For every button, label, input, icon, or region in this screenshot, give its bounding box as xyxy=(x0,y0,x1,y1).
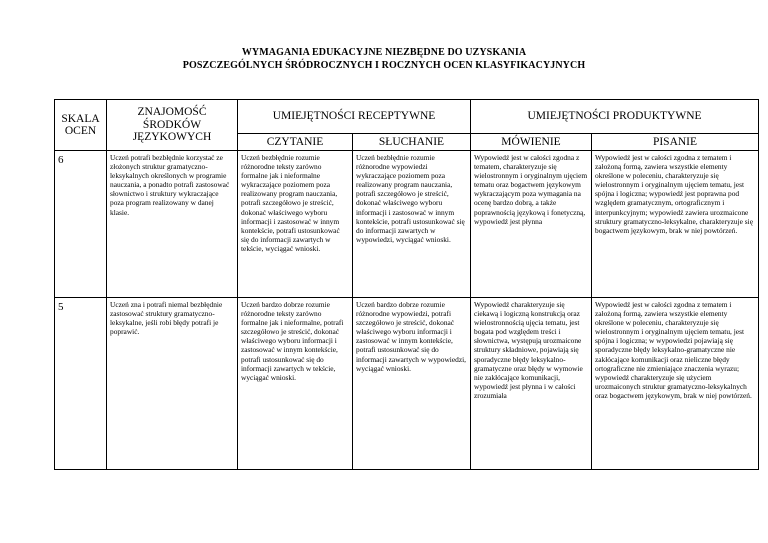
grade-cell: 6 xyxy=(55,151,107,298)
requirements-table xyxy=(54,99,759,470)
mowienie-cell: Wypowiedź jest w całości zgodna z tematem, charakteryzuje się wielostronnym i oryginalnym ujęciem tematu oraz bogactwem językowym wykraczającym poza wymagania na ocenę bardzo dobrą, a także poprawnością językową i fonetyczną, wypowiedź jest płynna xyxy=(471,151,592,298)
sluchanie-cell: Uczeń bardzo dobrze rozumie różnorodne wypowiedzi, potrafi szczegółowo je streścić, dokonać właściwego wyboru informacji i zastosować w innym kontekście, potrafi ustosunkować się do informacji zawartych w wypowiedzi, wyciągać wnioski. xyxy=(353,298,471,470)
header-skala-ocen: SKALA OCEN xyxy=(55,100,107,151)
table-row xyxy=(55,298,759,470)
header-produktywne: UMIEJĘTNOŚCI PRODUKTYWNE xyxy=(471,100,759,134)
title-line-1: WYMAGANIA EDUKACYJNE NIEZBĘDNE DO UZYSKANIA xyxy=(241,47,527,58)
pisanie-cell: Wypowiedź jest w całości zgodna z tematem i założoną formą, zawiera wszystkie elementy określone w poleceniu, charakteryzuje się wielostronnym i oryginalnym ujęciem tematu, jest spójna i logiczna; w wypowiedzi pojawiają się sporadyczne błędy leksykalno-gramatyczne nie zakłócające komunikacji oraz nieliczne błędy ortograficzne nie zmieniające znaczenia wyrazu; wypowiedź charakteryzuje się użyciem urozmaiconych struktur gramatyczno-leksykalnych oraz bogactwem językowym, brak w niej powtórzeń. xyxy=(592,298,759,470)
czytanie-cell: Uczeń bardzo dobrze rozumie różnorodne teksty zarówno formalne jak i nieformalne, potrafi szczegółowo je streścić, dokonać właściwego wyboru informacji i zastosować w innym kontekście, potrafi ustosunkować się do informacji zawartych w tekście, wyciągać wnioski. xyxy=(238,298,353,470)
header-znajomosc: ZNAJOMOŚĆ ŚRODKÓW JĘZYKOWYCH xyxy=(107,100,238,151)
mowienie-cell: Wypowiedź charakteryzuje się ciekawą i logiczną konstrukcją oraz wielostronnością ujęcia tematu, jest bogata pod względem treści i słownictwa, występują urozmaicone struktury składniowe, pojawiają się sporadyczne błędy leksykalno-gramatyczne oraz błędy w wymowie nie zakłócające komunikacji, wypowiedź jest płynna i w całości zrozumiała xyxy=(471,298,592,470)
table-row xyxy=(55,151,759,298)
header-sluchanie: SŁUCHANIE xyxy=(353,134,471,151)
grade-cell: 5 xyxy=(55,298,107,470)
pisanie-cell: Wypowiedź jest w całości zgodna z tematem i założoną formą, zawiera wszystkie elementy określone w poleceniu, charakteryzuje się wielostronnym i oryginalnym ujęciem tematu, jest spójna i logiczna; wypowiedź jest poprawna pod względem gramatycznym, ortograficznym i interpunkcyjnym; wypowiedź zawiera urozmaicone struktury gramatyczno-leksykalne, charakteryzuje się bogactwem językowym, brak w niej powtórzeń. xyxy=(592,151,759,298)
header-czytanie: CZYTANIE xyxy=(238,134,353,151)
header-pisanie: PISANIE xyxy=(592,134,759,151)
znajomosc-cell: Uczeń zna i potrafi niemal bezbłędnie zastosować struktury gramatyczno-leksykalne, jeśli robi błędy potrafi je poprawić. xyxy=(107,298,238,470)
header-receptywne: UMIEJĘTNOŚCI RECEPTYWNE xyxy=(238,100,471,134)
title-line-2: POSZCZEGÓLNYCH ŚRÓDROCZNYCH I ROCZNYCH OCEN KLASYFIKACYJNYCH xyxy=(182,59,586,71)
header-mowienie: MÓWIENIE xyxy=(471,134,592,151)
czytanie-cell: Uczeń bezbłędnie rozumie różnorodne teksty zarówno formalne jak i nieformalne wykraczające poziomem poza realizowany program nauczania, potrafi szczegółowo je streścić, dokonać właściwego wyboru informacji i zastosować w innym kontekście, potrafi ustosunkować się do informacji zawartych w tekście, wyciągać wnioski. xyxy=(238,151,353,298)
sluchanie-cell: Uczeń bezbłędnie rozumie różnorodne wypowiedzi wykraczające poziomem poza realizowany program nauczania, potrafi szczegółowo je streścić, dokonać właściwego wyboru informacji i zastosować w innym kontekście, potrafi ustosunkować się do informacji zawartych w wypowiedzi, wyciągać wnioski. xyxy=(353,151,471,298)
document-title xyxy=(0,47,768,72)
znajomosc-cell: Uczeń potrafi bezbłędnie korzystać ze złożonych struktur gramatyczno-leksykalnych określonych w programie nauczania, a ponadto potrafi zastosować słownictwo i struktury wykraczające poza program realizowany w danej klasie. xyxy=(107,151,238,298)
